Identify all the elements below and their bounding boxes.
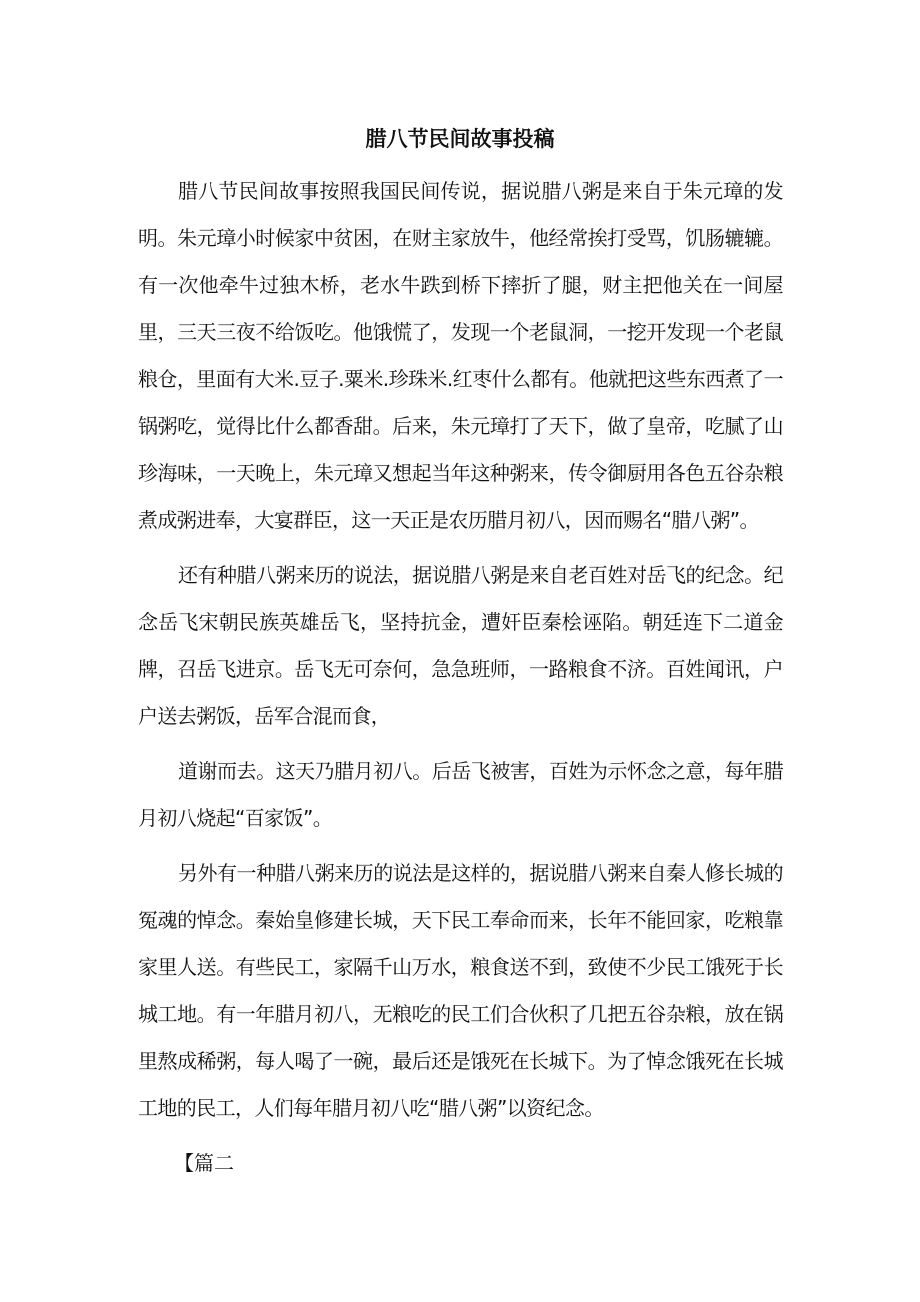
paragraph-yue-fei-legend: 还有种腊八粥来历的说法，据说腊八粥是来自老百姓对岳飞的纪念。纪念岳飞宋朝民族英雄岳飞，坚持抗金，遭奸臣秦桧诬陷。朝廷连下二道金牌，召岳飞进京。岳飞无可奈何，急急班师，一路粮食不济。百姓闻讯，户户送去粥饭，岳军合混而食， bbox=[138, 563, 783, 728]
paragraph-zhu-yuanzhang-legend: 腊八节民间故事按照我国民间传说，据说腊八粥是来自于朱元璋的发明。朱元璋小时候家中贫困，在财主家放牛，他经常挨打受骂，饥肠辘辘。有一次他牵牛过独木桥，老水牛跌到桥下摔折了腿，财主把他关在一间屋里，三天三夜不给饭吃。他饿慌了，发现一个老鼠洞，一挖开发现一个老鼠粮仓，里面有大米.豆子.粟米.珍珠米.红枣什么都有。他就把这些东西煮了一锅粥吃，觉得比什么都香甜。后来，朱元璋打了天下，做了皇帝，吃腻了山珍海味，一天晚上，朱元璋又想起当年这种粥来，传令御厨用各色五谷杂粮煮成粥进奉，大宴群臣，这一天正是农历腊月初八，因而赐名“腊八粥”。 bbox=[138, 179, 783, 532]
document-body bbox=[138, 168, 783, 1187]
paragraph-great-wall-legend: 另外有一种腊八粥来历的说法是这样的，据说腊八粥来自秦人修长城的冤魂的悼念。秦始皇修建长城，天下民工奉命而来，长年不能回家，吃粮靠家里人送。有些民工，家隔千山万水，粮食送不到，致使不少民工饿死于长城工地。有一年腊月初八，无粮吃的民工们合伙积了几把五谷杂粮，放在锅里熬成稀粥，每人喝了一碗，最后还是饿死在长城下。为了悼念饿死在长城工地的民工，人们每年腊月初八吃“腊八粥”以资纪念。 bbox=[138, 861, 783, 1120]
section-heading-part-two: 【篇二 bbox=[174, 1151, 234, 1175]
page-title: 腊八节民间故事投稿 bbox=[365, 127, 555, 151]
paragraph-yue-fei-continued: 道谢而去。这天乃腊月初八。后岳飞被害，百姓为示怀念之意，每年腊月初八烧起“百家饭”。 bbox=[138, 759, 783, 830]
